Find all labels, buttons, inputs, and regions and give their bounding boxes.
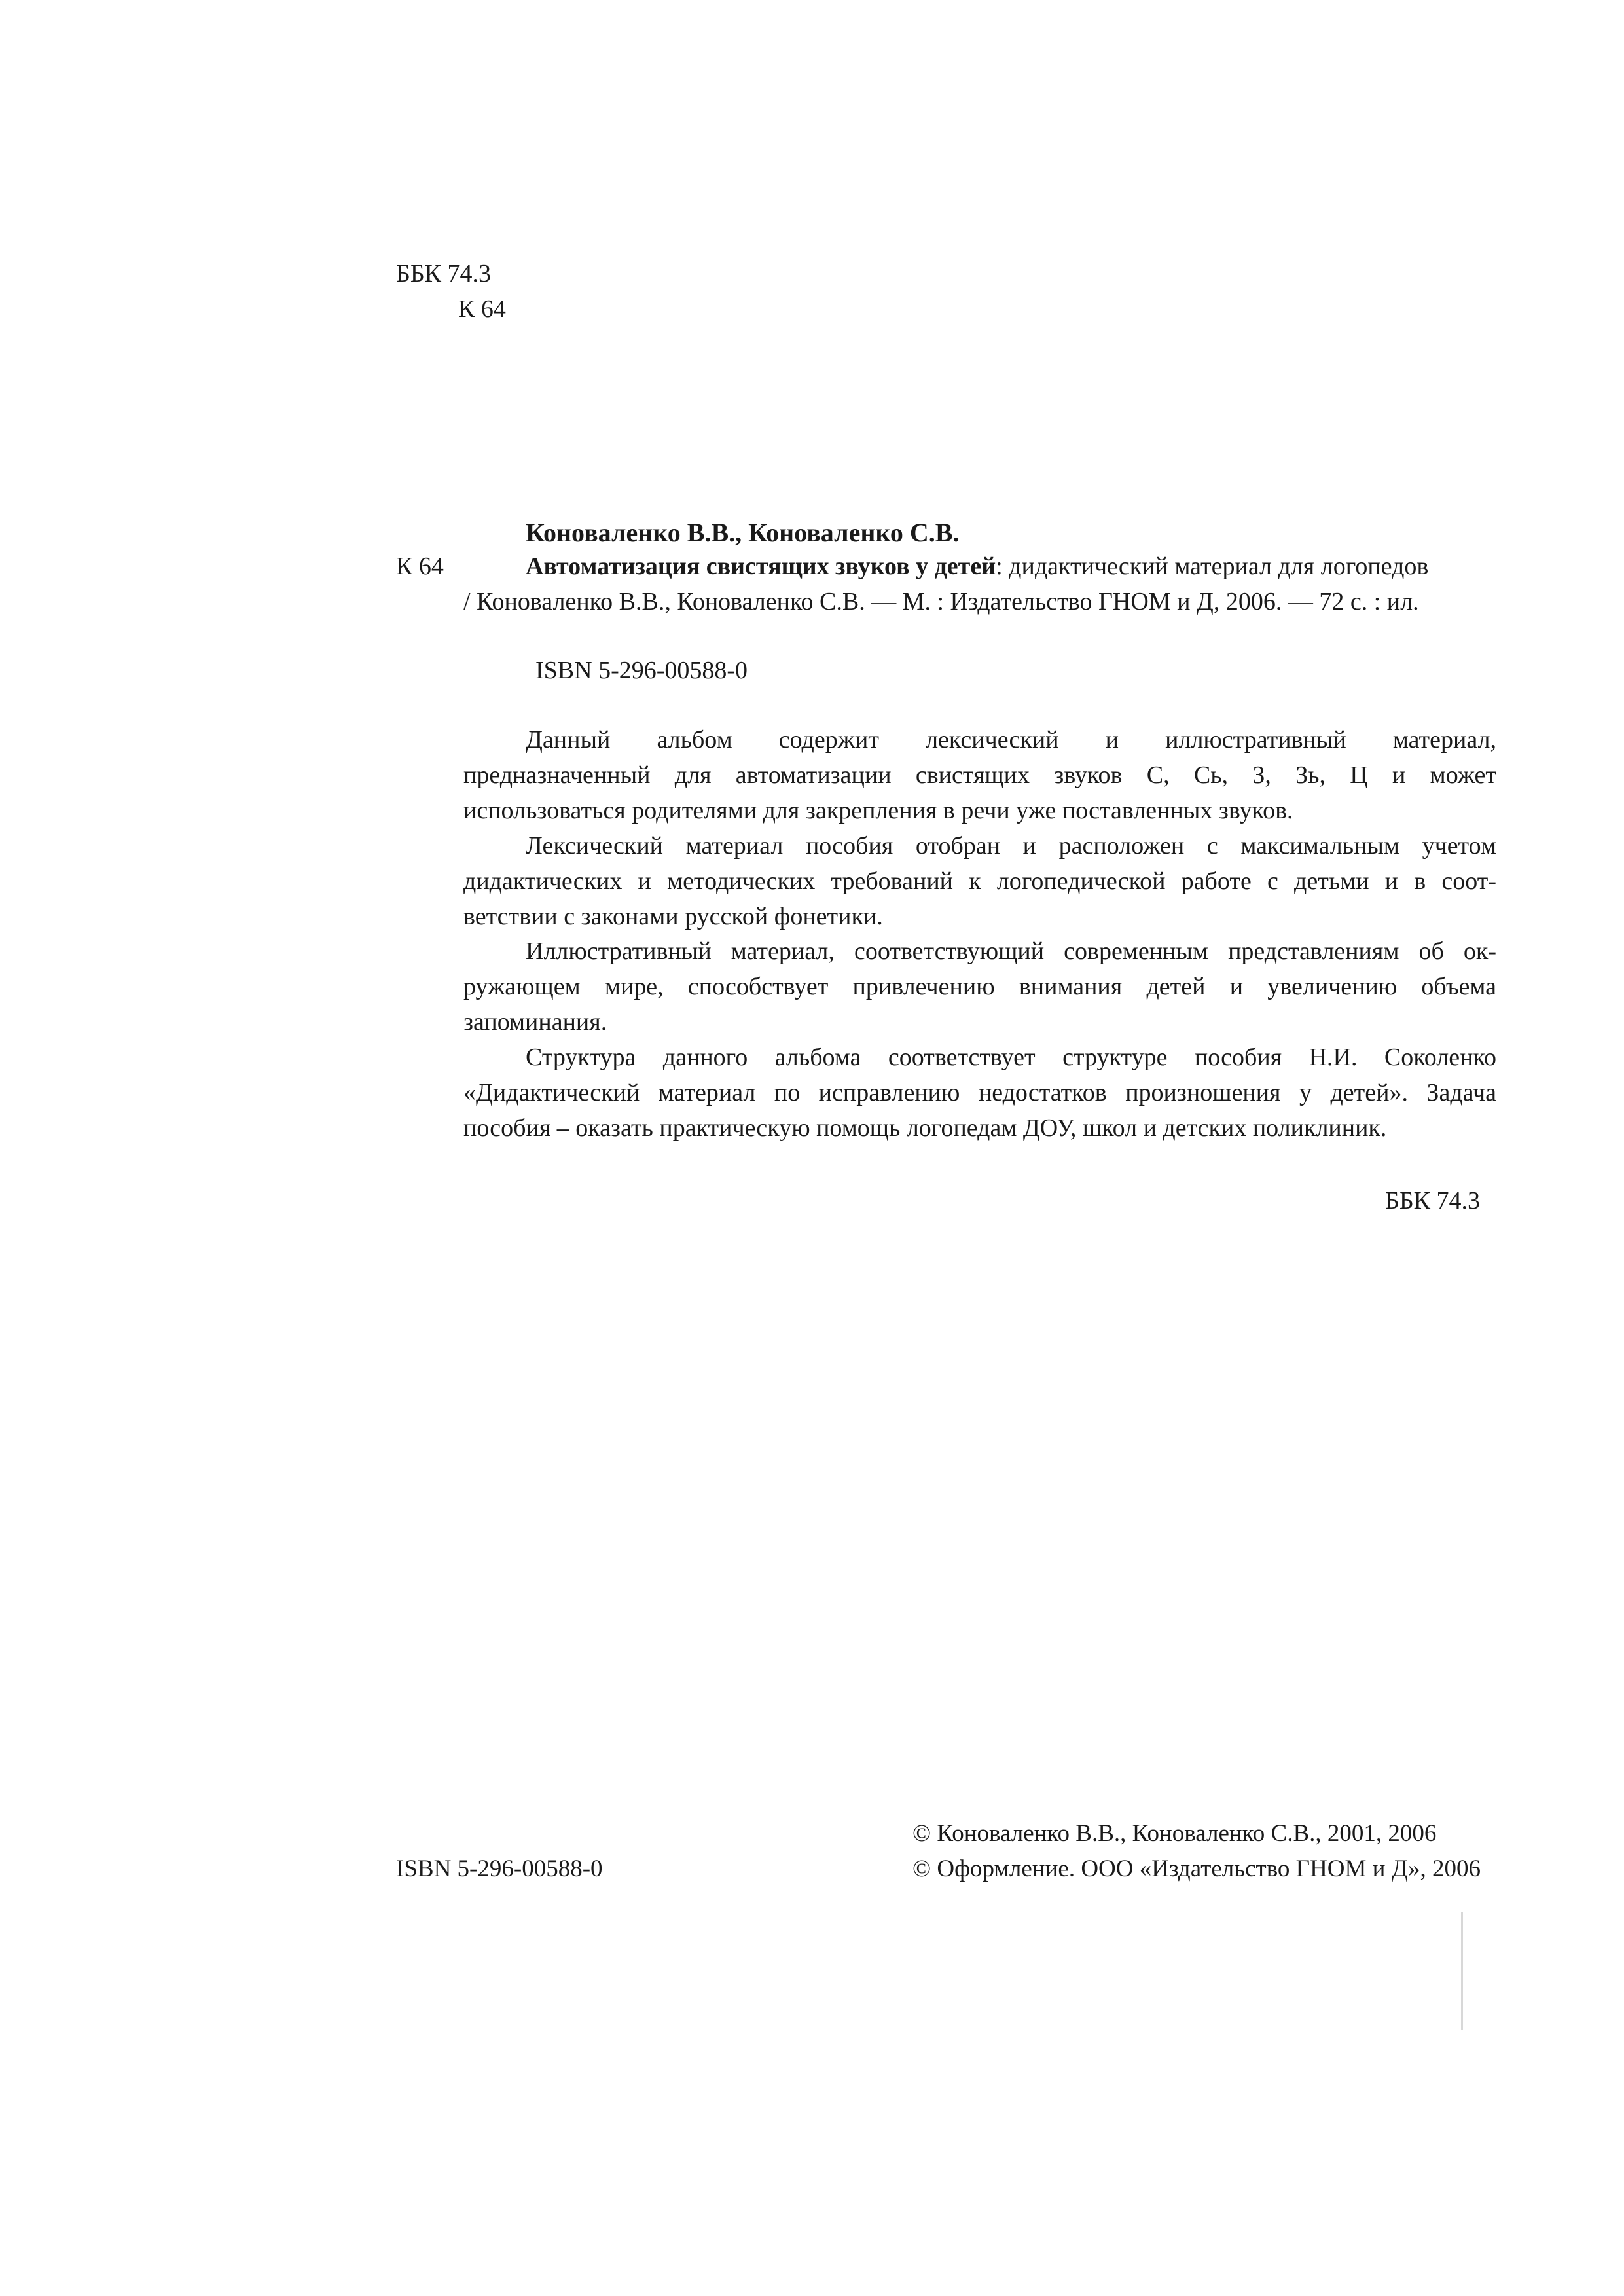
isbn-main: ISBN 5-296-00588-0 — [535, 657, 748, 684]
annotation-line: запоминания. — [463, 1008, 607, 1036]
isbn-footer: ISBN 5-296-00588-0 — [396, 1855, 603, 1882]
author-mark: К 64 — [396, 553, 444, 580]
bbk-index-top: ББК 74.3 — [396, 260, 491, 287]
annotation-line: предназначенный для автоматизации свистящих звуков С, Сь, З, Зь, Ц и может — [463, 761, 1496, 789]
authors-heading: Коноваленко В.В., Коноваленко С.В. — [526, 518, 960, 547]
annotation-paragraph — [463, 722, 1496, 828]
annotation-line: использоваться родителями для закрепления в речи уже поставленных звуков. — [463, 797, 1293, 824]
annotation-line: ружающем мире, способствует привлечению внимания детей и увеличению объема — [463, 973, 1496, 1000]
responsibility-line: / Коноваленко В.В., Коноваленко С.В. — М. : Издательство ГНОМ и Д, 2006. — 72 с. : ил. — [463, 588, 1419, 615]
annotation-paragraph — [463, 828, 1496, 934]
bbk-index-bottom: ББК 74.3 — [1385, 1187, 1480, 1214]
annotation-line: Иллюстративный материал, соответствующий современным представлениям об ок- — [526, 938, 1496, 965]
book-title: Автоматизация свистящих звуков у детей — [526, 553, 996, 580]
annotation-line: Лексический материал пособия отобран и расположен с максимальным учетом — [526, 832, 1496, 860]
title-line — [526, 552, 1428, 581]
annotation-line: Структура данного альбома соответствует структуре пособия Н.И. Соколенко — [526, 1044, 1496, 1071]
annotation-line: ветствии с законами русской фонетики. — [463, 903, 883, 930]
copyright-authors: © Коноваленко В.В., Коноваленко С.В., 2001, 2006 — [912, 1820, 1437, 1847]
annotation-paragraph — [463, 1040, 1496, 1146]
copyright-design: © Оформление. ООО «Издательство ГНОМ и Д», 2006 — [912, 1855, 1481, 1882]
annotation-line: пособия – оказать практическую помощь логопедам ДОУ, школ и детских поликлиник. — [463, 1114, 1387, 1142]
author-mark-top: К 64 — [458, 295, 506, 323]
title-subtitle: : дидактический материал для логопедов — [996, 553, 1429, 580]
annotation-paragraph — [463, 934, 1496, 1040]
annotation-line: дидактических и методических требований к логопедической работе с детьми и в соот- — [463, 867, 1496, 895]
annotation-line: «Дидактический материал по исправлению недостатков произношения у детей». Задача — [463, 1079, 1496, 1106]
scan-artifact-line — [1461, 1912, 1463, 2030]
annotation-line: Данный альбом содержит лексический и иллюстративный материал, — [526, 726, 1496, 754]
